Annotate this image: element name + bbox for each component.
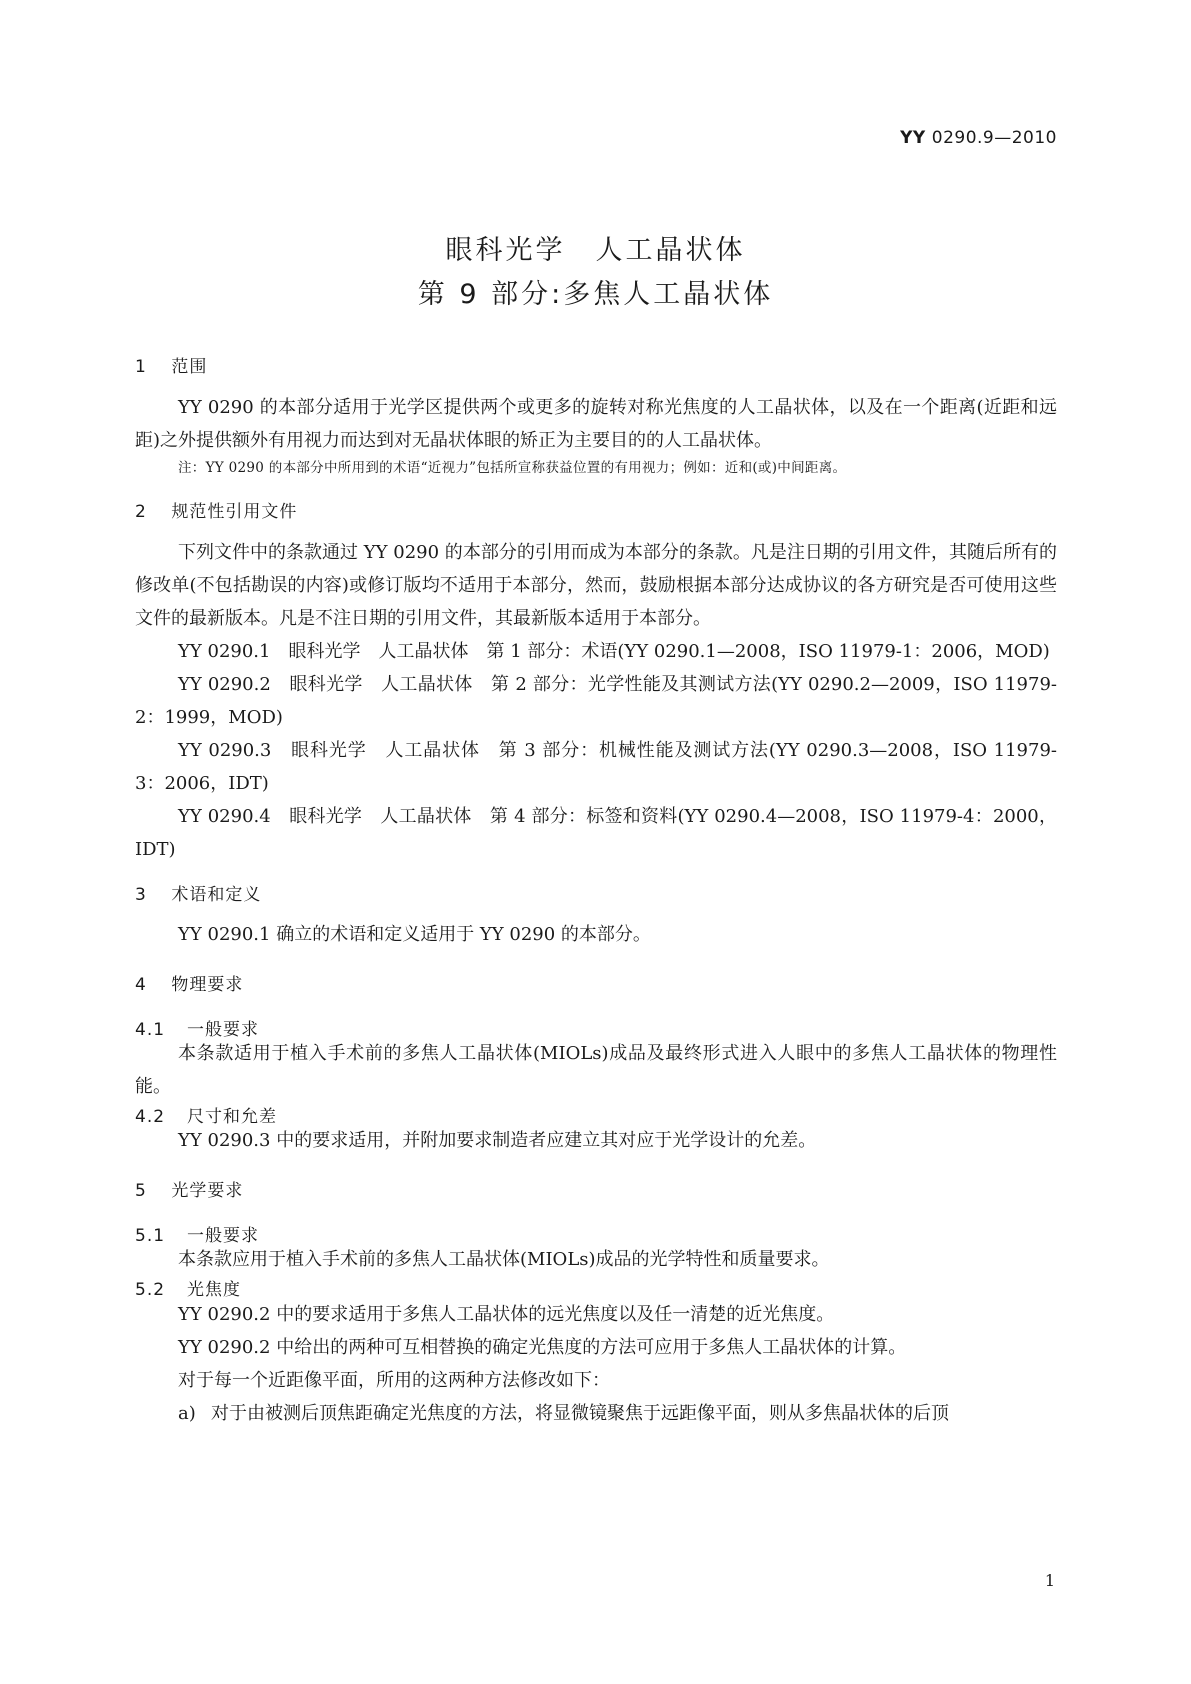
section-number: 5 <box>135 1181 147 1201</box>
section-2-heading <box>135 497 297 522</box>
section-number: 4 <box>135 975 147 995</box>
reference-item: YY 0290.3 眼科光学 人工晶状体 第 3 部分：机械性能及测试方法(YY 0290.3—2008，ISO 11979-3：2006，IDT) <box>135 740 1057 794</box>
list-item-label: a) <box>178 1403 196 1424</box>
page-number: 1 <box>1044 1571 1055 1590</box>
list-item-text: 对于由被测后顶焦距确定光焦度的方法，将显微镜聚焦于远距像平面，则从多焦晶状体的后顶 <box>211 1403 949 1424</box>
section-5-heading <box>135 1176 243 1201</box>
subsection-5-2-heading <box>135 1275 241 1300</box>
reference-item: YY 0290.2 眼科光学 人工晶状体 第 2 部分：光学性能及其测试方法(YY 0290.2—2009，ISO 11979-2：1999，MOD) <box>135 674 1057 728</box>
document-title-line2: 第 9 部分:多焦人工晶状体 <box>417 279 774 310</box>
section-3-body <box>135 918 1057 951</box>
section-1-body <box>135 391 1057 457</box>
section-number: 4.1 <box>135 1020 166 1040</box>
paragraph: 本条款适用于植入手术前的多焦人工晶状体(MIOLs)成品及最终形式进入人眼中的多焦人工晶状体的物理性能。 <box>135 1043 1057 1097</box>
section-title: 光学要求 <box>171 1181 244 1201</box>
section-number: 5.1 <box>135 1226 166 1246</box>
section-number: 4.2 <box>135 1107 166 1127</box>
section-title: 尺寸和允差 <box>187 1107 277 1127</box>
paragraph: 对于每一个近距像平面，所用的这两种方法修改如下： <box>178 1370 610 1391</box>
paragraph: YY 0290 的本部分适用于光学区提供两个或更多的旋转对称光焦度的人工晶状体，以及在一个距离(近距和远距)之外提供额外有用视力而达到对无晶状体眼的矫正为主要目的的人工晶状体。 <box>135 397 1057 451</box>
list-item <box>135 1397 1057 1430</box>
paragraph: YY 0290.2 中的要求适用于多焦人工晶状体的远光焦度以及任一清楚的近光焦度。 <box>178 1304 835 1325</box>
section-title: 一般要求 <box>187 1226 259 1246</box>
document-title-line1: 眼科光学 人工晶状体 <box>445 235 746 266</box>
note: 注：YY 0290 的本部分中所用到的术语“近视力”包括所宣称获益位置的有用视力；例如：近和(或)中间距离。 <box>178 460 847 476</box>
section-number: 2 <box>135 502 147 522</box>
section-1-heading <box>135 352 207 377</box>
paragraph: YY 0290.2 中给出的两种可互相替换的确定光焦度的方法可应用于多焦人工晶状体的计算。 <box>178 1337 907 1358</box>
paragraph: YY 0290.1 确立的术语和定义适用于 YY 0290 的本部分。 <box>178 924 651 945</box>
standard-number: 0290.9—2010 <box>931 128 1057 148</box>
section-title: 术语和定义 <box>171 885 262 905</box>
subsection-4-2-body <box>135 1124 1057 1157</box>
section-title: 物理要求 <box>171 975 244 995</box>
subsection-5-2-body <box>135 1298 1057 1430</box>
standard-code <box>900 128 1057 148</box>
section-number: 5.2 <box>135 1280 166 1300</box>
section-number: 3 <box>135 885 147 905</box>
section-title: 光焦度 <box>187 1280 241 1300</box>
reference-item: YY 0290.1 眼科光学 人工晶状体 第 1 部分：术语(YY 0290.1—2008，ISO 11979-1：2006，MOD) <box>178 641 1050 662</box>
section-title: 一般要求 <box>187 1020 259 1040</box>
section-2-body <box>135 536 1057 866</box>
section-title: 范围 <box>171 357 208 377</box>
section-title: 规范性引用文件 <box>171 502 298 522</box>
subsection-5-1-body <box>135 1243 1057 1276</box>
reference-item: YY 0290.4 眼科光学 人工晶状体 第 4 部分：标签和资料(YY 0290.4—2008，ISO 11979-4：2000，IDT) <box>135 806 1057 860</box>
standard-prefix: YY <box>900 128 926 148</box>
paragraph: YY 0290.3 中的要求适用，并附加要求制造者应建立其对应于光学设计的允差。 <box>178 1130 817 1151</box>
paragraph: 本条款应用于植入手术前的多焦人工晶状体(MIOLs)成品的光学特性和质量要求。 <box>178 1249 830 1270</box>
subsection-4-1-body <box>135 1037 1057 1103</box>
section-4-heading <box>135 970 243 995</box>
section-number: 1 <box>135 357 147 377</box>
section-3-heading <box>135 880 261 905</box>
paragraph: 下列文件中的条款通过 YY 0290 的本部分的引用而成为本部分的条款。凡是注日期的引用文件，其随后所有的修改单(不包括勘误的内容)或修订版均不适用于本部分，然而，鼓励根据本部分达成协议的各方研究是否可使用这些文件的最新版本。凡是不注日期的引用文件，其最新版本适用于本部分。 <box>135 542 1057 629</box>
